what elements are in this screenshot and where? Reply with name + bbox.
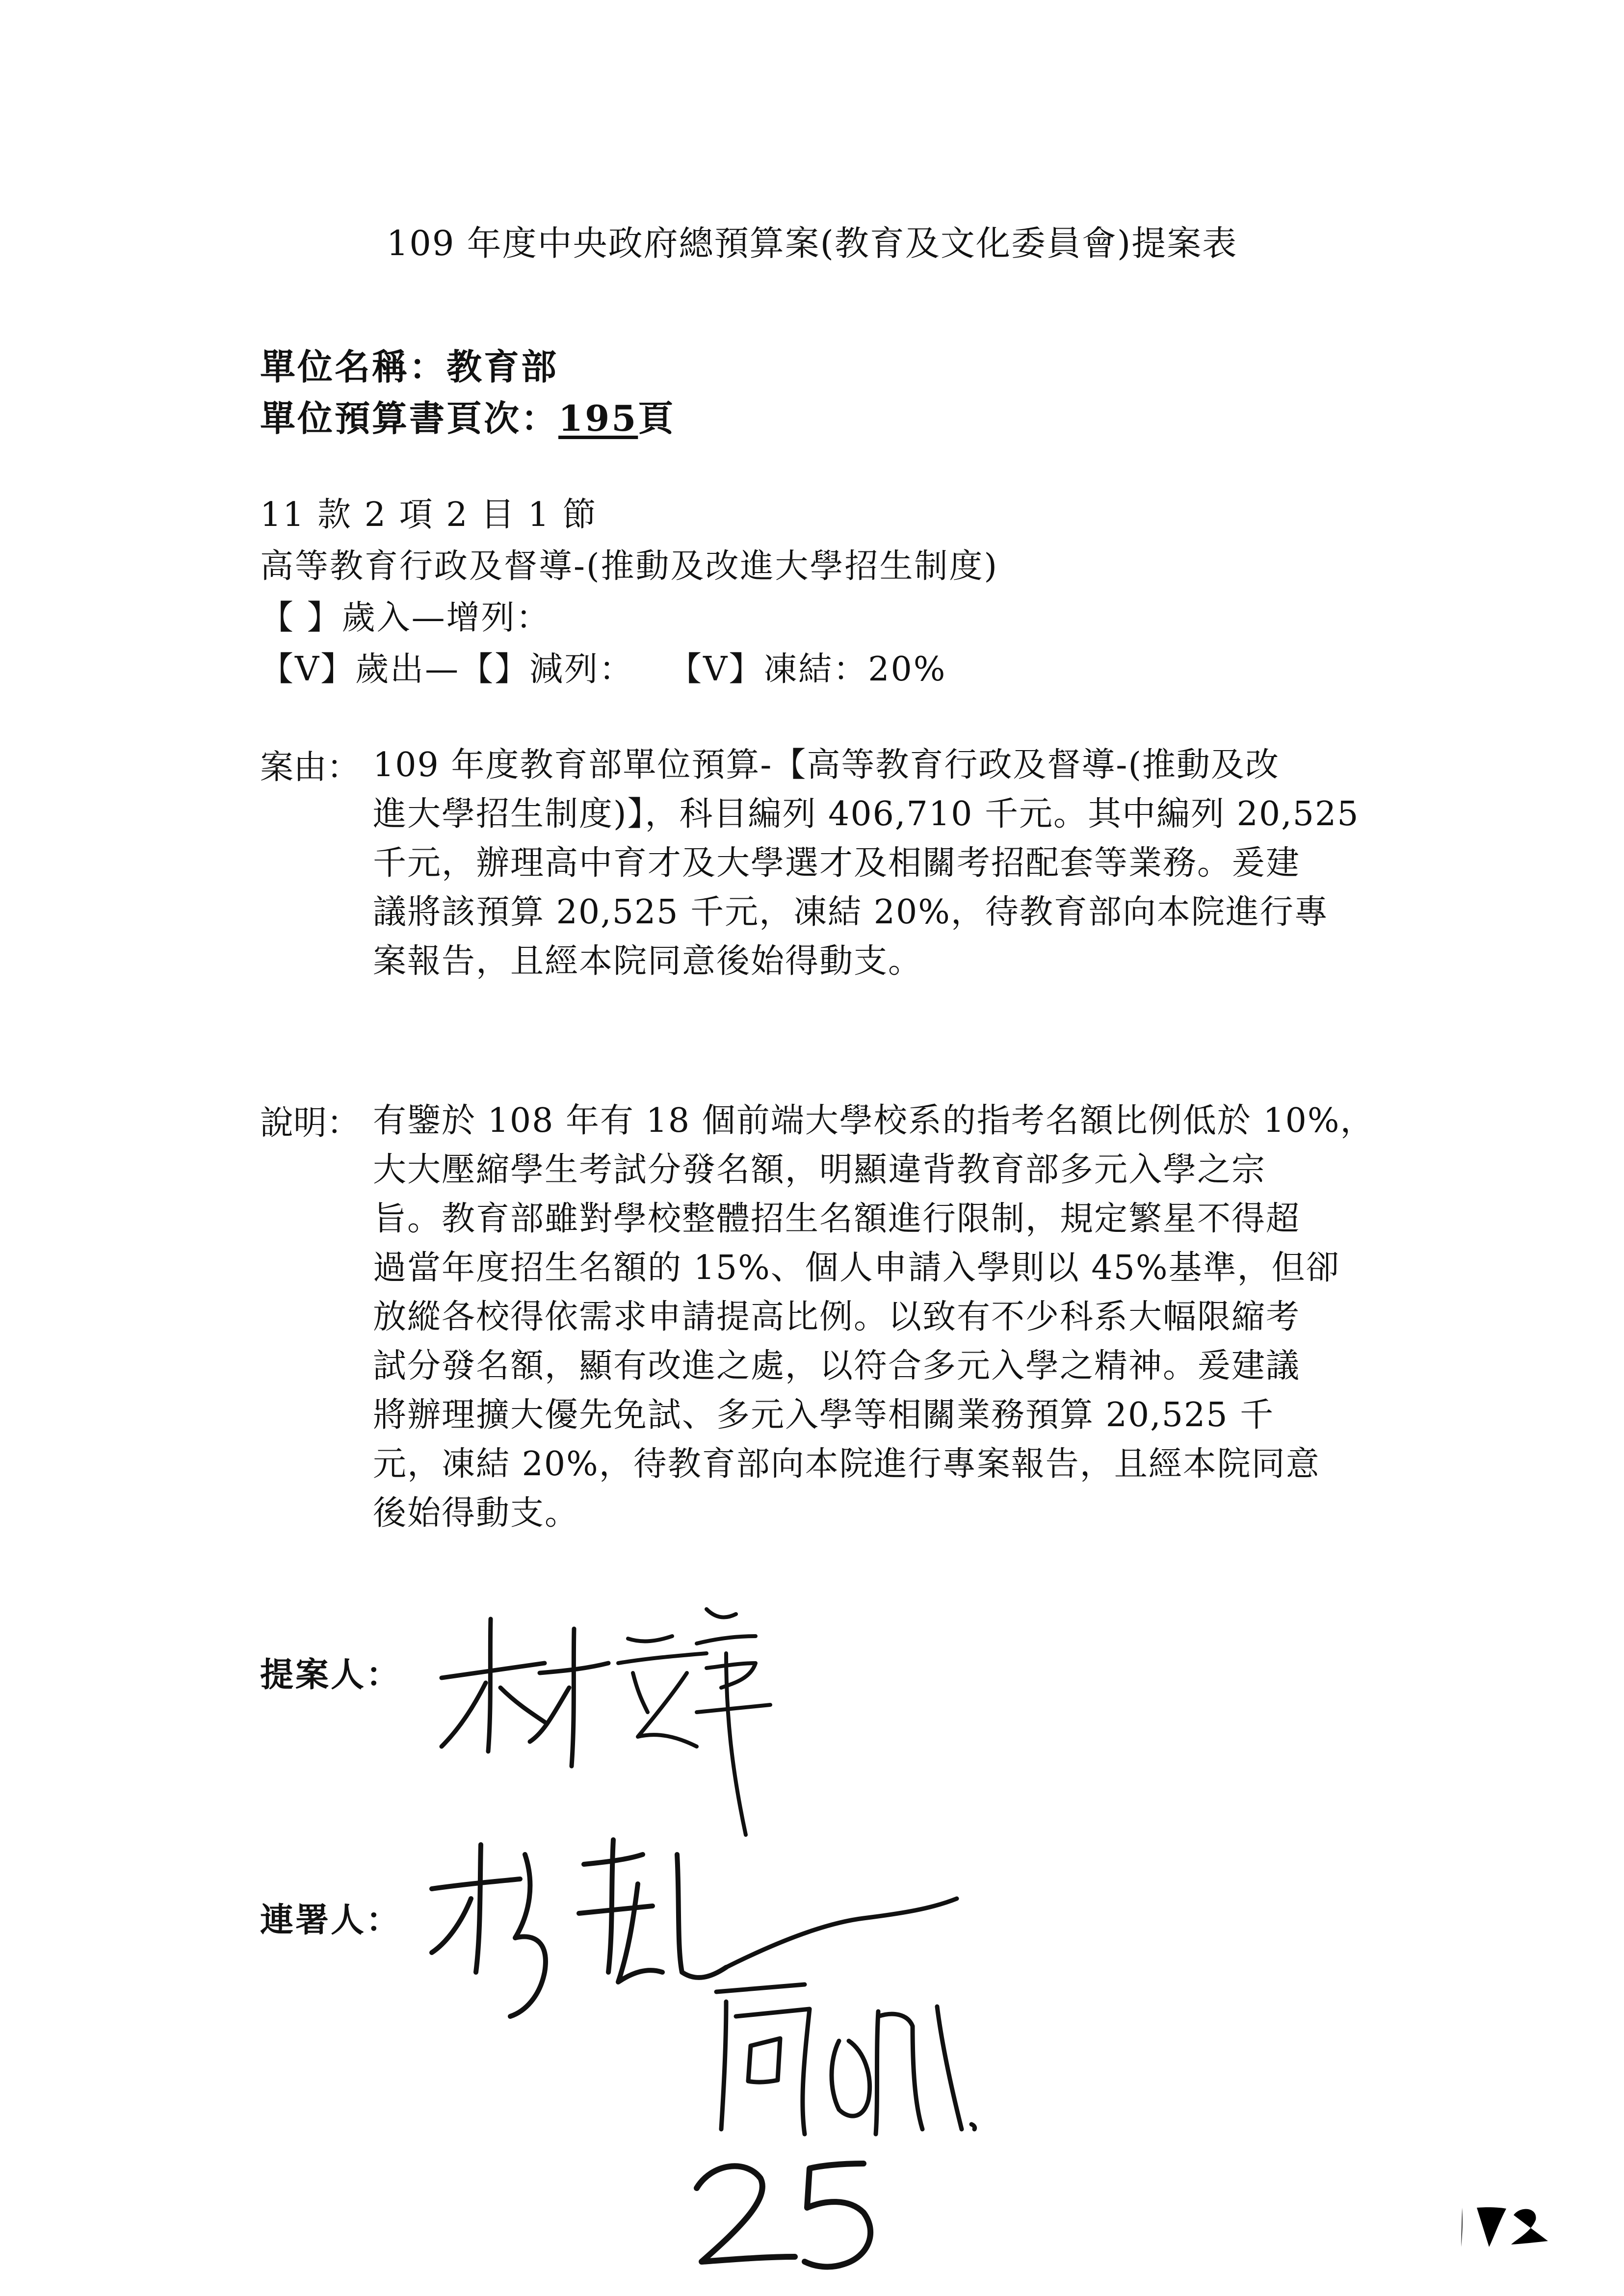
explanation-line: 試分發名額，顯有改進之處，以符合多元入學之精神。爰建議 [373, 1347, 1301, 1385]
explanation-line: 將辦理擴大優先免試、多元入學等相關業務預算 20,525 千 [373, 1396, 1275, 1435]
expenditure-reduction: 【V】歲出—【】減列： [260, 650, 634, 689]
reason-line: 進大學招生制度)】，科目編列 406,710 千元。其中編列 20,525 [373, 795, 1360, 834]
explanation-line: 後始得動支。 [373, 1494, 579, 1533]
handwritten-number [682, 2134, 888, 2281]
reason-line: 議將該預算 20,525 千元，凍結 20%，待教育部向本院進行專 [373, 893, 1329, 932]
explanation-label: 說明： [260, 1104, 361, 1143]
reason-line: 案報告，且經本院同意後始得動支。 [373, 942, 923, 981]
category-line-1: 11 款 2 項 2 目 1 節 [260, 496, 598, 534]
proposer-signature [432, 1590, 785, 1845]
unit-page-suffix: 頁 [638, 397, 676, 439]
category-line-4 [260, 643, 946, 690]
reason-line: 109 年度教育部單位預算-【高等教育行政及督導-(推動及改 [373, 746, 1280, 784]
explanation-line: 旨。教育部雖對學校整體招生名額進行限制，規定繁星不得超 [373, 1200, 1301, 1238]
freeze-percentage: 【V】凍結：20% [668, 650, 947, 689]
proposer-label: 提案人： [260, 1655, 402, 1695]
unit-name-row [260, 339, 558, 390]
page-title: 109 年度中央政府總預算案(教育及文化委員會)提案表 [386, 223, 1238, 263]
unit-name-value: 教育部 [446, 346, 559, 388]
cosigner-label: 連署人： [260, 1901, 402, 1940]
explanation-line: 放縱各校得依需求申請提高比例。以致有不少科系大幅限縮考 [373, 1298, 1301, 1336]
reason-line: 千元，辦理高中育才及大學選才及相關考招配套等業務。爰建 [373, 844, 1301, 883]
page-mark [1452, 2193, 1550, 2252]
explanation-line: 元，凍結 20%，待教育部向本院進行專案報告，且經本院同意 [373, 1445, 1320, 1484]
unit-page-row [260, 390, 675, 441]
explanation-line: 大大壓縮學生考試分發名額，明顯違背教育部多元入學之宗 [373, 1150, 1266, 1189]
category-line-3: 【 】歲入—增列： [260, 599, 551, 637]
explanation-line: 過當年度招生名額的 15%、個人申請入學則以 45%基準，但卻 [373, 1249, 1340, 1287]
reason-body [373, 741, 1403, 986]
explanation-body [373, 1096, 1403, 1538]
unit-page-label: 單位預算書頁次： [260, 397, 559, 439]
unit-name-label: 單位名稱： [260, 346, 447, 388]
category-line-2: 高等教育行政及督導-(推動及改進大學招生制度) [260, 547, 999, 586]
unit-page-number: 195 [558, 397, 638, 439]
reason-label: 案由： [260, 748, 361, 787]
cosigner-signature-2 [707, 1972, 981, 2149]
explanation-line: 有鑒於 108 年有 18 個前端大學校系的指考名額比例低於 10%， [373, 1101, 1375, 1140]
